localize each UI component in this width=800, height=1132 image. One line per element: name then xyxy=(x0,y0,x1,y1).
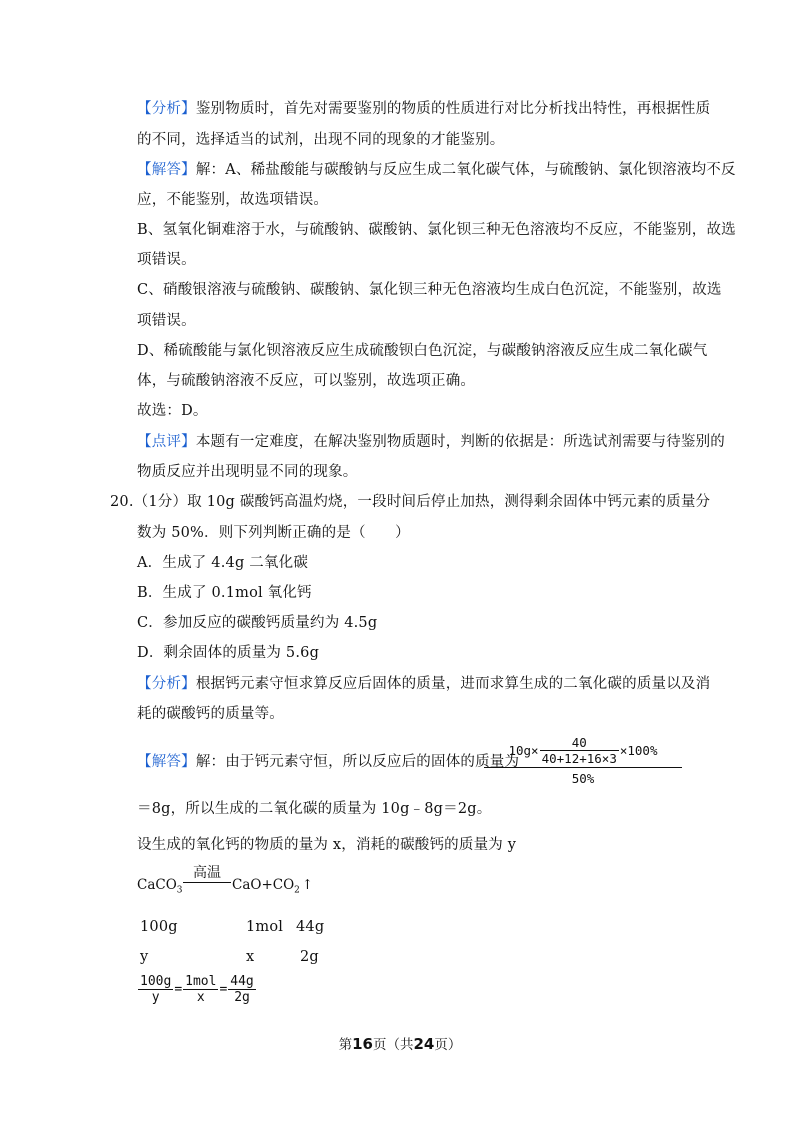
comment-line-2: 物质反应并出现明显不同的现象。 xyxy=(137,464,358,480)
reaction-equation: 高温 CaCO$_3$ $CaO+CO_2$ ↑ xyxy=(137,860,377,900)
option-c: C．参加反应的碳酸钙质量约为 4.5g xyxy=(137,615,378,631)
fraction-2: $\frac{\text{1mol}}{x}$ xyxy=(185,974,217,1005)
stoich-row-2-col-3: 2g xyxy=(300,949,319,965)
option-b: B．生成了 0.1mol 氧化钙 xyxy=(137,585,312,601)
option-a: A．生成了 4.4g 二氧化碳 xyxy=(137,555,309,571)
answer-line-a2: 应，不能鉴别，故选项错误。 xyxy=(137,192,329,208)
stoich-row-1-col-3: 44g xyxy=(296,919,325,935)
answer-line-c1: C、硝酸银溶液与硫酸钠、碳酸钠、氯化钡三种无色溶液均生成白色沉淀，不能鉴别，故选 xyxy=(137,282,722,298)
answer20-tag: 【解答】 xyxy=(137,754,196,770)
question-20-line-1: 20.（1分）取 10g 碳酸钙高温灼烧，一段时间后停止加热，测得剩余固体中钙元素的质量分 xyxy=(110,494,711,510)
answer-line-d1: D、稀硫酸能与氯化钡溶液反应生成硫酸钡白色沉淀，与碳酸钠溶液反应生成二氧化碳气 xyxy=(137,343,708,359)
reactant: CaCO xyxy=(137,877,177,893)
reaction-condition: 高温 xyxy=(193,865,221,881)
analysis-line-1: 【分析】鉴别物质时，首先对需要鉴别的物质的性质进行对比分析找出特性，再根据性质 xyxy=(137,101,711,117)
formula-numerator: 10g× $\frac{40}{40+12+16\times 3}$ ×100% xyxy=(484,735,682,768)
formula-denominator: 50% xyxy=(571,771,595,786)
reaction-arrow-line xyxy=(183,882,231,883)
answer-tag: 【解答】 xyxy=(137,162,196,178)
option-d: D．剩余固体的质量为 5.6g xyxy=(137,645,320,661)
analysis20-line-1: 【分析】根据钙元素守恒求算反应后固体的质量，进而求算生成的二氧化碳的质量以及消 xyxy=(137,676,711,692)
mass-formula xyxy=(484,735,682,786)
question-20-line-2: 数为 50%．则下列判断正确的是（ ） xyxy=(137,525,410,541)
answer20-line-3: 设生成的氧化钙的物质的量为 x，消耗的碳酸钙的质量为 y xyxy=(137,837,517,853)
answer-choice: 故选：D。 xyxy=(137,403,208,419)
answer20-line-2: ＝8g，所以生成的二氧化碳的质量为 10g﹣8g＝2g。 xyxy=(137,801,492,817)
fraction-3: $\frac{44g}{2g}$ xyxy=(230,974,254,1005)
fraction-1: $\frac{100g}{y}$ xyxy=(140,974,172,1005)
analysis-line-2: 的不同，选择适当的试剂，出现不同的现象的才能鉴别。 xyxy=(137,132,505,148)
comment-tag: 【点评】 xyxy=(137,434,196,450)
answer20-lead: 【解答】解：由于钙元素守恒，所以反应后的固体的质量为 xyxy=(137,754,520,770)
comment-line-1: 【点评】本题有一定难度，在解决鉴别物质题时，判断的依据是：所选试剂需要与待鉴别的 xyxy=(137,434,726,450)
total-pages: 24 xyxy=(413,1035,435,1053)
proportion-equation: $\frac{100g}{y}$ = $\frac{\text{1mol}}{x}$ = $\frac{44g}{2g}$ xyxy=(140,974,254,1005)
products: CaO+CO xyxy=(232,877,295,893)
stoich-row-1-col-2: 1mol xyxy=(246,919,284,935)
stoich-row-1-col-1: 100g xyxy=(140,919,178,935)
analysis-tag: 【分析】 xyxy=(137,101,196,117)
answer-line-c2: 项错误。 xyxy=(137,313,196,329)
stoich-row-2-col-2: x xyxy=(246,949,255,965)
answer-line-d2: 体，与硫酸钠溶液不反应，可以鉴别，故选项正确。 xyxy=(137,373,476,389)
gas-arrow: ↑ xyxy=(301,877,314,893)
answer-line-a1: 【解答】解：A、稀盐酸能与碳酸钠与反应生成二氧化碳气体，与硫酸钠、氯化钡溶液均不反 xyxy=(137,162,736,178)
page-footer: 第16页（共24页） xyxy=(338,1035,462,1053)
page-number: 16 xyxy=(352,1035,373,1053)
answer-line-b1: B、氢氧化铜难溶于水，与硫酸钠、碳酸钠、氯化钡三种无色溶液均不反应，不能鉴别，故选 xyxy=(137,222,736,238)
answer-line-b2: 项错误。 xyxy=(137,252,196,268)
inner-fraction: $\frac{40}{40+12+16\times 3}$ xyxy=(541,735,617,766)
analysis20-line-2: 耗的碳酸钙的质量等。 xyxy=(137,706,284,722)
stoich-row-2-col-1: y xyxy=(140,949,149,965)
analysis20-tag: 【分析】 xyxy=(137,676,196,692)
